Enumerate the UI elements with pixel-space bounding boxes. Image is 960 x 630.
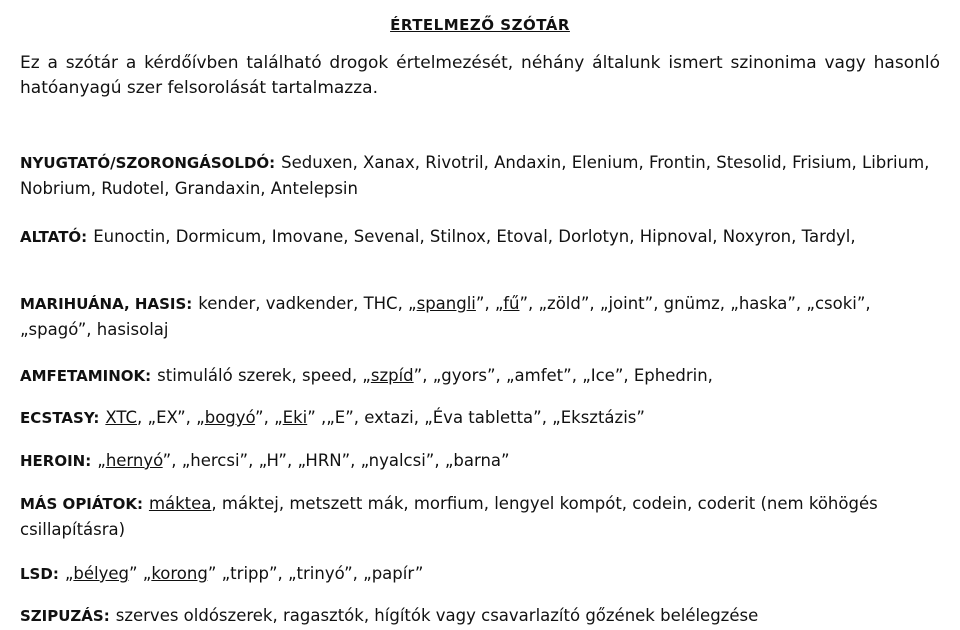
underlined-term: korong (151, 564, 208, 583)
entry-hypnotics (20, 224, 940, 250)
definition-text: Eunoctin, Dormicum, Imovane, Sevenal, Stilnox, Etoval, Dorlotyn, Hipnoval, Noxyron, Tardyl, (93, 227, 856, 246)
entry-term: ECSTASY: (20, 409, 100, 427)
entry-definition (20, 494, 878, 539)
underlined-term: hernyó (105, 451, 163, 470)
underlined-term: spangli (416, 294, 476, 313)
underlined-term: XTC (105, 408, 138, 427)
entry-term: AMFETAMINOK: (20, 367, 152, 385)
intro-paragraph: Ez a szótár a kérdőívben található drogok értelmezését, néhány általunk ismert szinonima vagy hasonló hatóanyagú szer felsorolását tartalmazza. (20, 53, 940, 98)
underlined-term: bélyeg (73, 564, 129, 583)
definition-text: , „EX”, „ (137, 408, 205, 427)
page-title: ÉRTELMEZŐ SZÓTÁR (390, 16, 570, 34)
entry-term: MARIHUÁNA, HASIS: (20, 295, 193, 313)
entry-definition (157, 366, 713, 385)
entry-term: SZIPUZÁS: (20, 607, 110, 625)
entry-definition (65, 564, 424, 583)
definition-text: ”, „hercsi”, „H”, „HRN”, „nyalcsi”, „barna” (162, 451, 510, 470)
underlined-term: fű (503, 294, 520, 313)
definition-text: ”, „ (255, 408, 283, 427)
entry-definition (116, 606, 759, 625)
entry-ecstasy (20, 405, 940, 431)
definition-text: , máktej, metszett mák, morfium, lengyel kompót, codein, coderit (nem köhögés csillapításra) (20, 494, 878, 539)
entry-term: ALTATÓ: (20, 228, 88, 246)
entry-term: MÁS OPIÁTOK: (20, 495, 143, 513)
underlined-term: szpíd (370, 366, 414, 385)
underlined-term: bogyó (204, 408, 256, 427)
entry-other-opiates (20, 491, 940, 543)
entry-amphetamines (20, 363, 940, 389)
entry-heroin (20, 448, 940, 474)
definition-text: kender, vadkender, THC, „ (198, 294, 417, 313)
entry-term: LSD: (20, 565, 59, 583)
definition-text: stimuláló szerek, speed, „ (157, 366, 371, 385)
definition-text: „ (64, 564, 74, 583)
definition-text: szerves oldószerek, ragasztók, hígítók vagy csavarlazító gőzének belélegzése (115, 606, 759, 625)
definition-text: ” „ (128, 564, 152, 583)
entry-definition (105, 408, 645, 427)
entry-sedatives (20, 150, 940, 202)
entry-sniffing (20, 603, 940, 629)
definition-text: ”, „gyors”, „amfet”, „Ice”, Ephedrin, (413, 366, 713, 385)
entry-definition (93, 227, 855, 246)
entry-marijuana (20, 291, 940, 343)
definition-text: ”, „ (475, 294, 504, 313)
entry-lsd (20, 561, 940, 587)
underlined-term: máktea (148, 494, 212, 513)
entry-term: HEROIN: (20, 452, 92, 470)
underlined-term: Eki (282, 408, 308, 427)
definition-text: ” „tripp”, „trinyó”, „papír” (207, 564, 424, 583)
definition-text: ”, „zöld”, „joint”, gnümz, „haska”, „csoki”, „spagó”, hasisolaj (20, 294, 871, 339)
entry-definition (97, 451, 509, 470)
definition-text: Seduxen, Xanax, Rivotril, Andaxin, Elenium, Frontin, Stesolid, Frisium, Librium, Nobrium, Rudotel, Grandaxin, Antelepsin (20, 153, 930, 198)
definition-text: ” ,„E”, extazi, „Éva tabletta”, „Eksztázis” (307, 408, 645, 427)
definition-text: „ (97, 451, 106, 470)
entry-term: NYUGTATÓ/SZORONGÁSOLDÓ: (20, 154, 276, 172)
